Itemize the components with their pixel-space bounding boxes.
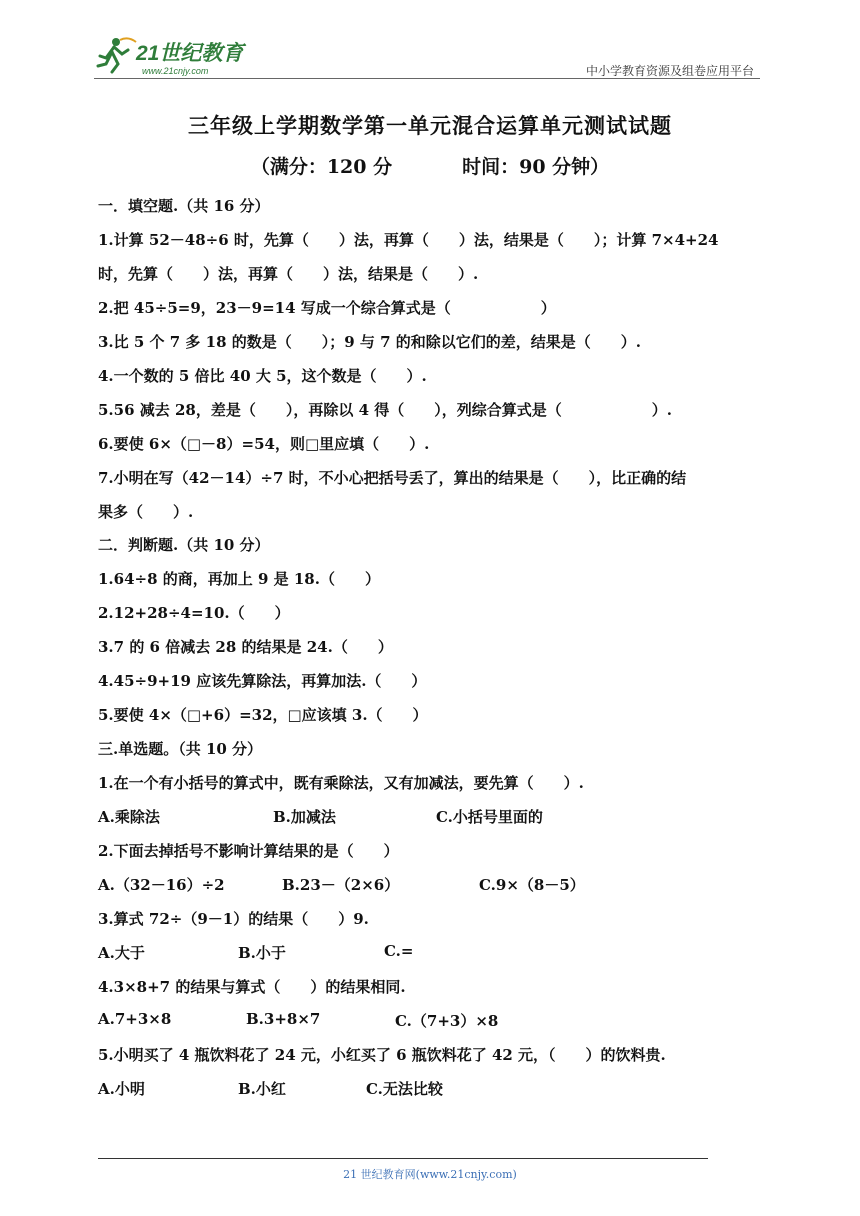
question-line: 2.下面去掉括号不影响计算结果的是（ ） [98, 842, 399, 860]
section2-heading: 二．判断题.（共 10 分） [98, 536, 270, 554]
options-row [98, 1078, 443, 1150]
option-c: C.= [384, 942, 414, 960]
question-line: 2.12+28÷4=10.（ ） [98, 604, 290, 622]
footer-text: 21 世纪教育网(www.21cnjy.com) [343, 1168, 517, 1181]
question-line: 2.把 45÷5=9，23－9=14 写成一个综合算式是（ ） [98, 299, 556, 317]
option-c: C.9×（8－5） [479, 876, 585, 894]
option-b: B.小红 [238, 1080, 286, 1098]
option-c: C.（7+3）×8 [395, 1012, 499, 1030]
question-line: 3.算式 72÷（9－1）的结果（ ）9. [98, 910, 369, 928]
header-divider [94, 78, 760, 79]
question-line: 4.一个数的 5 倍比 40 大 5，这个数是（ ）. [98, 367, 427, 385]
question-line: 1.64÷8 的商，再加上 9 是 18.（ ） [98, 570, 380, 588]
platform-label: 中小学教育资源及组卷应用平台 [585, 64, 754, 78]
svg-text:www.21cnjy.com: www.21cnjy.com [142, 66, 209, 76]
option-b: B.小于 [238, 944, 286, 962]
option-b: B.23－（2×6） [282, 876, 400, 894]
footer-divider [98, 1158, 708, 1159]
score-text: （满分：120 分 [250, 156, 393, 178]
option-b: B.加减法 [273, 808, 336, 826]
svg-text:21世纪教育: 21世纪教育 [136, 42, 244, 65]
question-line: 时，先算（ ）法，再算（ ）法，结果是（ ）. [98, 265, 479, 283]
option-a: A.（32－16）÷2 [98, 876, 225, 894]
question-line: 4.3×8+7 的结果与算式（ ）的结果相同. [98, 978, 406, 996]
question-line: 4.45÷9+19 应该先算除法，再算加法.（ ） [98, 672, 427, 690]
time-text: 时间：90 分钟） [462, 156, 610, 178]
option-a: A.小明 [98, 1080, 145, 1098]
option-a: A.大于 [98, 944, 145, 962]
question-line: 5.要使 4×（□+6）=32，□应该填 3.（ ） [98, 706, 428, 724]
section1-heading: 一．填空题.（共 16 分） [98, 197, 270, 215]
option-b: B.3+8×7 [246, 1010, 321, 1028]
question-line: 3.7 的 6 倍减去 28 的结果是 24.（ ） [98, 638, 393, 656]
question-line: 5.小明买了 4 瓶饮料花了 24 元，小红买了 6 瓶饮料花了 42 元，（ ）的饮料贵. [98, 1046, 666, 1064]
21cnjy-logo [96, 34, 266, 80]
question-line: 1.在一个有小括号的算式中，既有乘除法，又有加减法，要先算（ ）. [98, 774, 584, 792]
question-line: 果多（ ）. [98, 503, 194, 521]
question-line: 5.56 减去 28，差是（ ），再除以 4 得（ ），列综合算式是（ ）. [98, 401, 672, 419]
question-line: 7.小明在写（42－14）÷7 时，不小心把括号丢了，算出的结果是（ ），比正确的结 [98, 469, 687, 487]
question-line: 1.计算 52－48÷6 时，先算（ ）法，再算（ ）法，结果是（ ）；计算 7×4+24 [98, 231, 719, 249]
option-c: C.无法比较 [366, 1080, 443, 1098]
page-header [96, 34, 760, 80]
option-a: A.乘除法 [98, 808, 160, 826]
option-c: C.小括号里面的 [436, 808, 543, 826]
question-line: 3.比 5 个 7 多 18 的数是（ ）；9 与 7 的和除以它们的差，结果是（ ）. [98, 333, 642, 351]
section3-heading: 三.单选题。（共 10 分） [98, 740, 263, 758]
page-title: 三年级上学期数学第一单元混合运算单元测试试题 [188, 113, 672, 138]
question-line: 6.要使 6×（□－8）=54，则□里应填（ ）. [98, 435, 430, 453]
page-subtitle [0, 152, 860, 179]
option-a: A.7+3×8 [98, 1010, 172, 1028]
